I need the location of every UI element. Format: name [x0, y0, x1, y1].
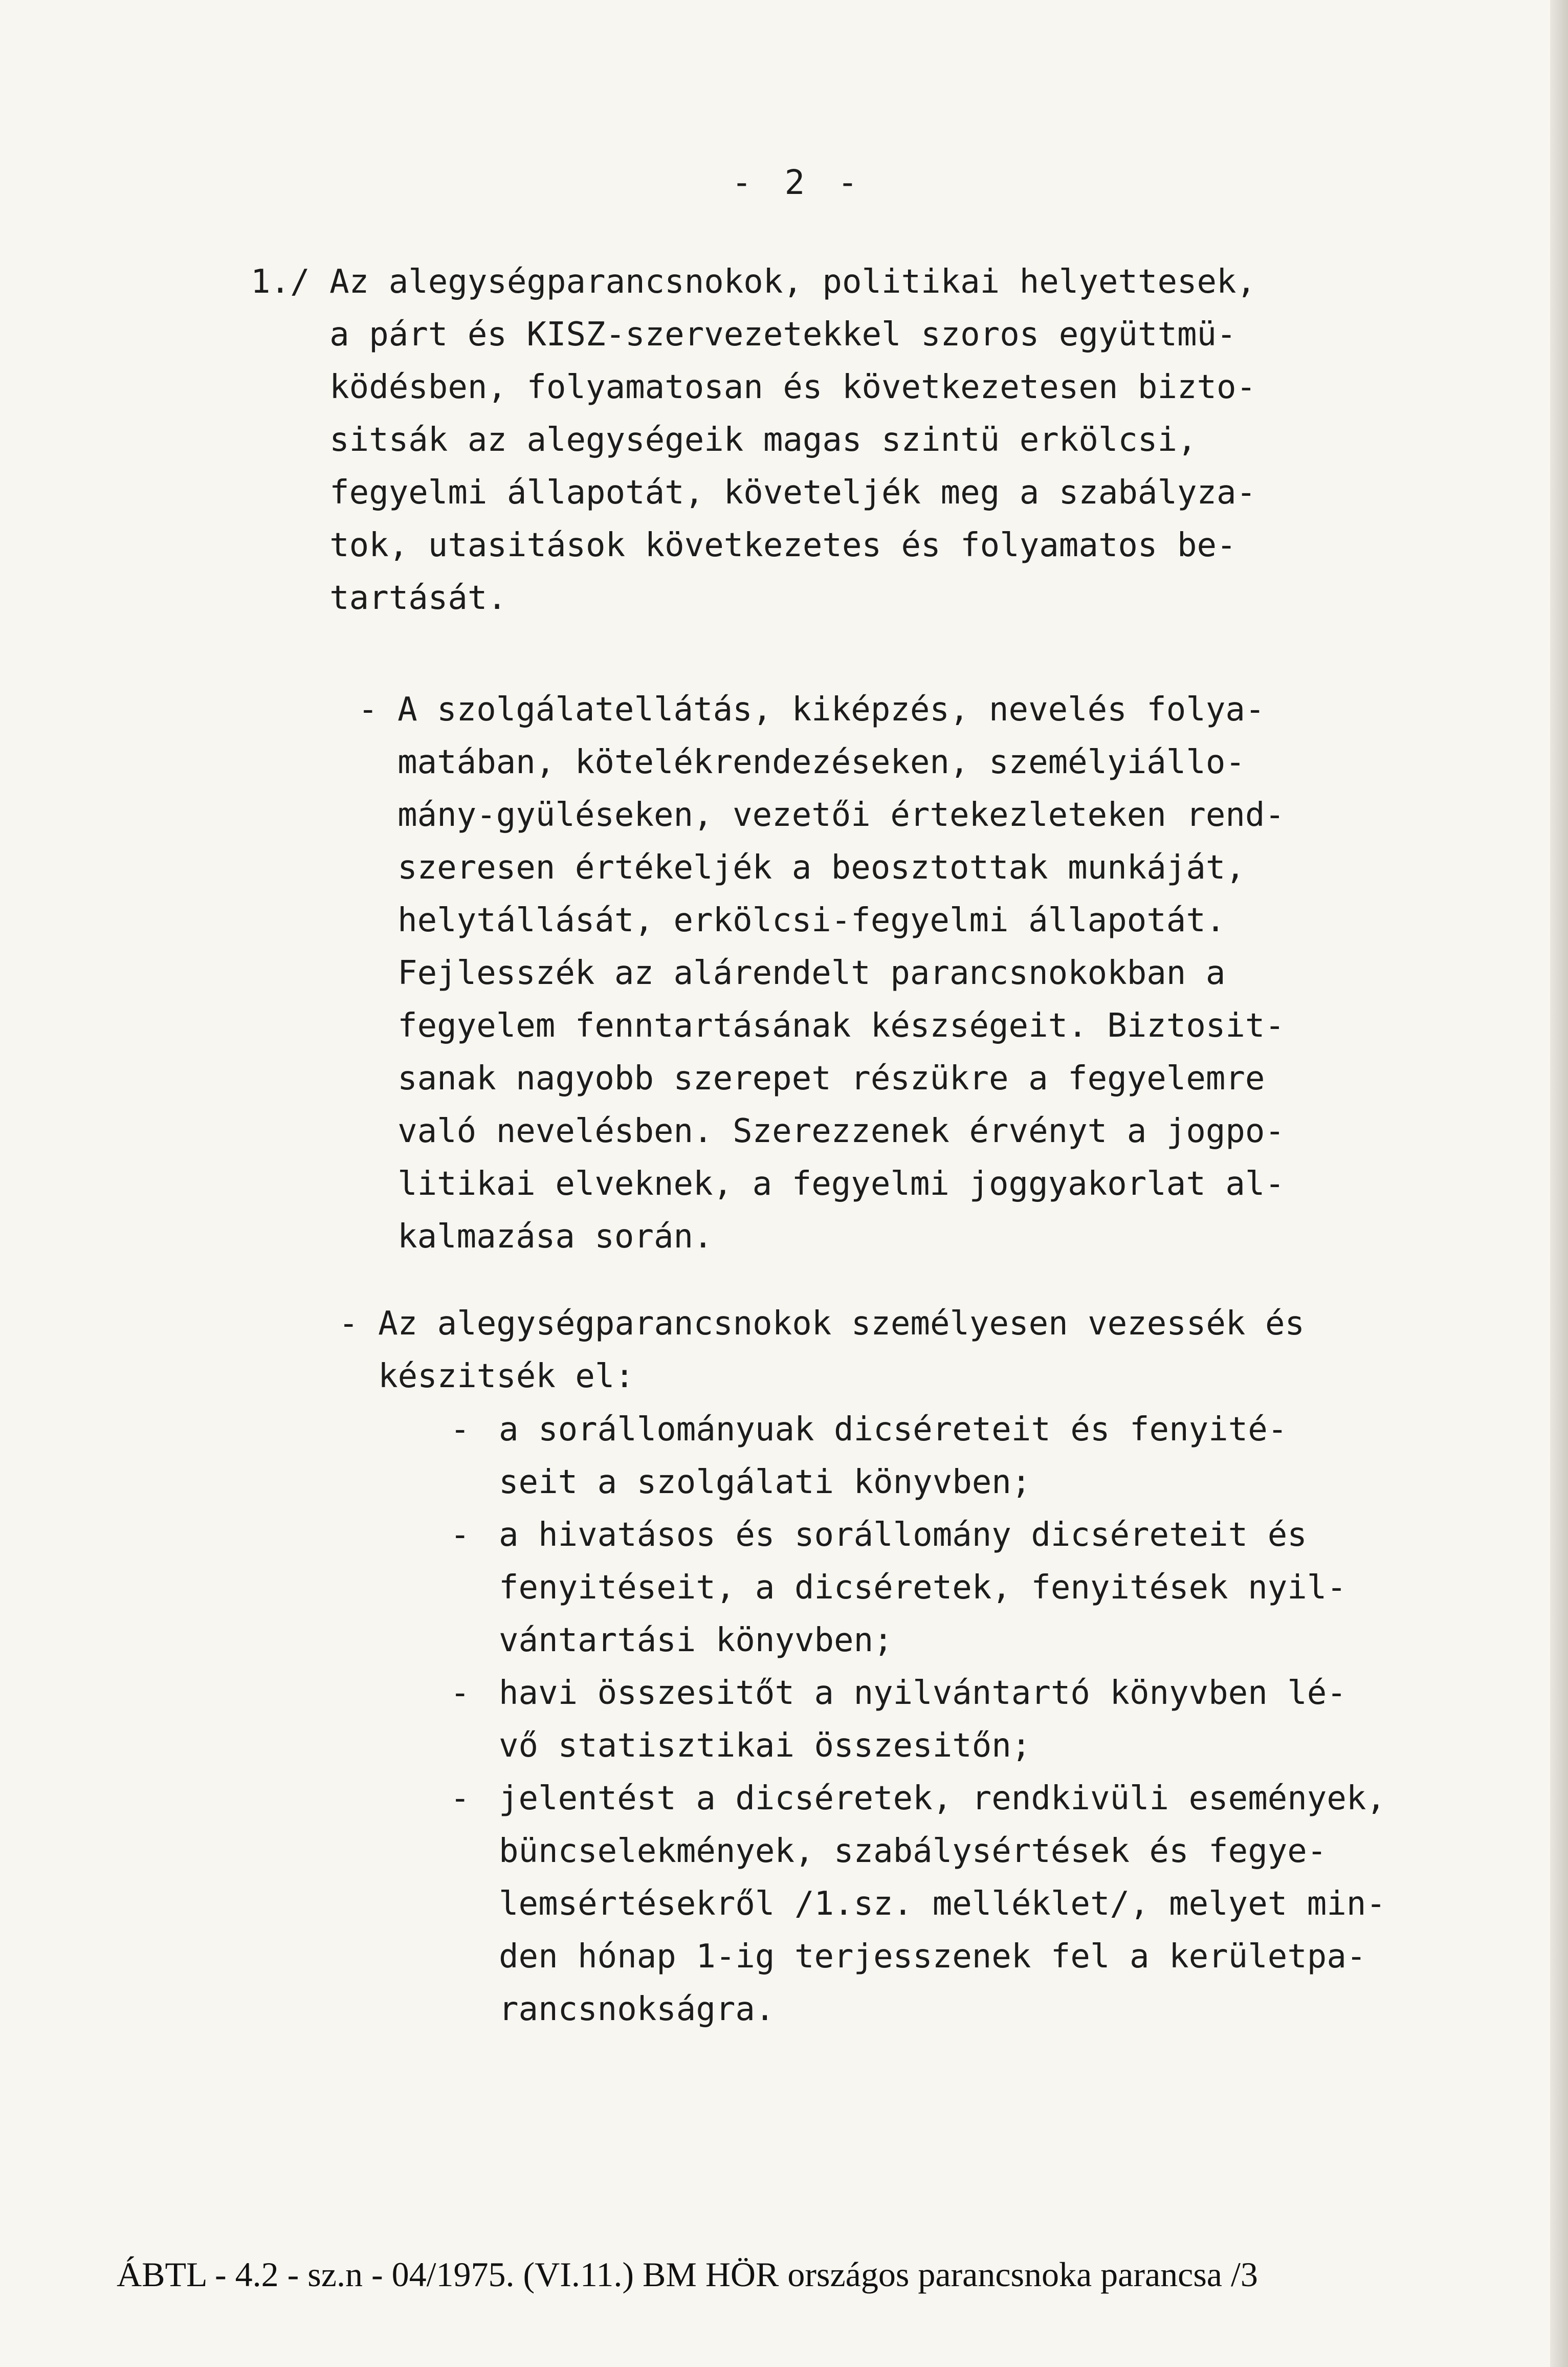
list-dash: -: [450, 1674, 470, 1712]
list-item: [450, 1772, 1386, 2036]
list-dash: -: [450, 1516, 470, 1554]
list-item-text: a sorállományuak dicséreteit és fenyité- seit a szolgálati könyvben;: [499, 1411, 1288, 1501]
list-item-text: havi összesitőt a nyilvántartó könyvben lé- vő statisztikai összesitőn;: [499, 1674, 1346, 1765]
list-item-text: a hivatásos és sorállomány dicséreteit és fenyitéseit, a dicséretek, fenyitések nyil- vántartási könyvben;: [499, 1516, 1346, 1659]
paragraph-1: 1./ Az alegységparancsnokok, politikai helyettesek, a párt és KISZ-szervezetekkel szoros együttmü- ködésben, folyamatosan és következetesen bizto- sitsák az alegységeik magas szintü erkölcsi, fegyelmi állapotát, követeljék meg a szabályza- tok, utasitások következetes és folyamatos be- tartását.: [251, 263, 1256, 617]
list-item-text: jelentést a dicséretek, rendkivüli események, büncselekmények, szabálysértések és fegye- lemsértésekről /1.sz. melléklet/, melyet min- den hónap 1-ig terjesszenek fel a kerületpa- rancsnokságra.: [499, 1780, 1386, 2028]
paragraph-3: - Az alegységparancsnokok személyesen vezessék és készitsék el:: [339, 1305, 1305, 1395]
record-keeping-list: [450, 1404, 1386, 2036]
page-number: - 2 -: [732, 163, 864, 202]
list-dash: -: [450, 1780, 470, 1817]
page-edge-shadow: [1550, 0, 1568, 2367]
archive-footer: ÁBTL - 4.2 - sz.n - 04/1975. (VI.11.) BM HÖR országos parancsnoka parancsa /3: [117, 2255, 1258, 2294]
list-item: [450, 1667, 1386, 1772]
list-item: [450, 1404, 1386, 1509]
list-dash: -: [450, 1411, 470, 1449]
list-item: [450, 1509, 1386, 1667]
paragraph-2: - A szolgálatellátás, kiképzés, nevelés folya- matában, kötelékrendezéseken, személyiállo- mány-gyüléseken, vezetői értekezleteken rend- szeresen értékeljék a beosztottak munkáját, helytállását, erkölcsi-fegyelmi állapotát. Fejlesszék az alárendelt parancsnokokban a fegyelem fenntartásának készségeit. Biztosit- sanak nagyobb szerepet részükre a fegyelemre való nevelésben. Szerezzenek érvényt a jogpo- litikai elveknek, a fegyelmi joggyakorlat al- kalmazása során.: [358, 691, 1285, 1256]
